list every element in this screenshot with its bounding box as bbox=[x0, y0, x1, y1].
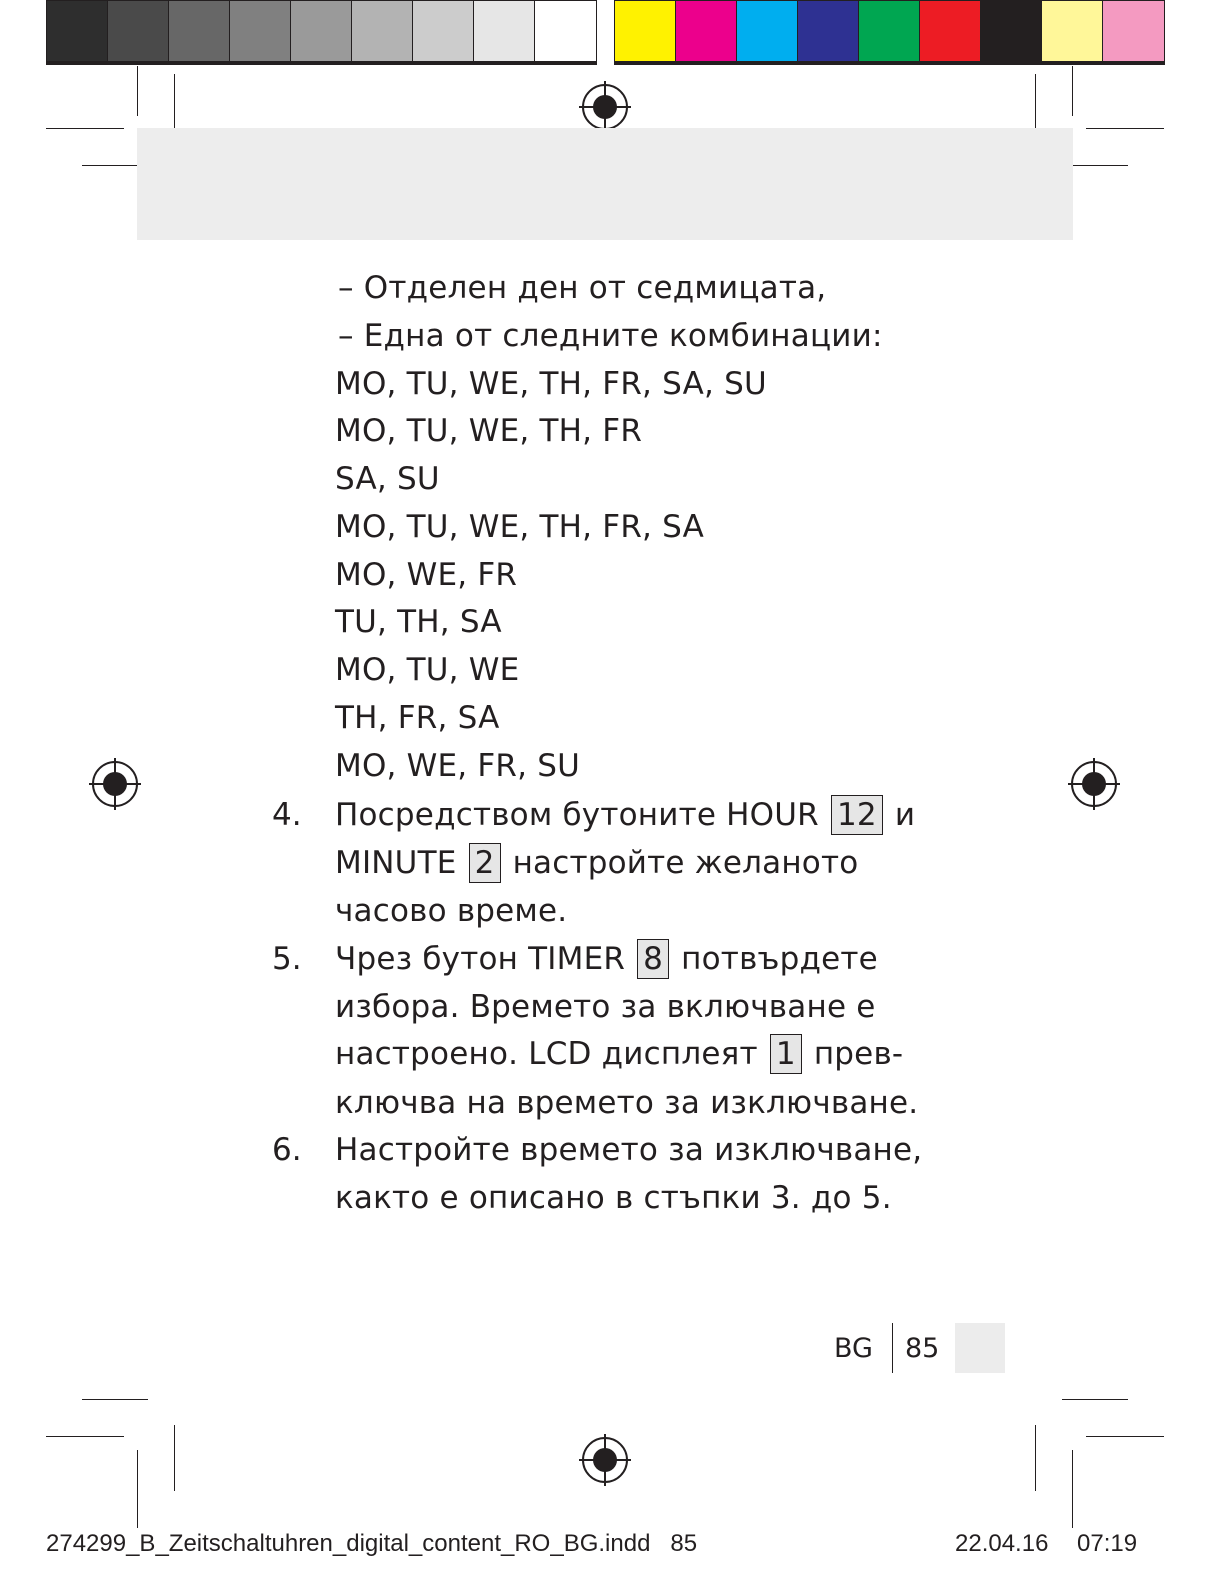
crop-mark bbox=[137, 1450, 138, 1528]
lcd-display-ref: 1 bbox=[770, 1034, 802, 1074]
combination-line: MO, TU, WE bbox=[335, 652, 520, 688]
slug-filename: 274299_B_Zeitschaltuhren_digital_content_RO_BG.indd 85 bbox=[46, 1530, 698, 1557]
slug-date: 22.04.16 bbox=[955, 1530, 1049, 1557]
step-number: 4. bbox=[272, 797, 302, 833]
step-text: Посредством бутоните HOUR bbox=[335, 797, 819, 833]
crop-mark bbox=[1086, 1436, 1164, 1437]
crop-mark bbox=[46, 1436, 124, 1437]
step-4-line bbox=[335, 843, 858, 883]
step-4-line bbox=[335, 795, 915, 835]
combination-line: SA, SU bbox=[335, 461, 440, 497]
step-6-line: както е описано в стъпки 3. до 5. bbox=[335, 1180, 892, 1216]
crop-mark bbox=[174, 1425, 175, 1491]
step-5-line: ключва на времето за изключване. bbox=[335, 1085, 919, 1121]
slug-time: 07:19 bbox=[1077, 1530, 1138, 1557]
step-text: настроено. LCD дисплеят bbox=[335, 1036, 758, 1072]
step-6-line: Настройте времето за изключване, bbox=[335, 1132, 923, 1168]
step-text: прев- bbox=[813, 1036, 904, 1072]
step-5-line bbox=[335, 939, 878, 979]
crop-mark bbox=[82, 1399, 148, 1400]
combination-line: MO, WE, FR, SU bbox=[335, 748, 581, 784]
step-text: Чрез бутон TIMER bbox=[335, 941, 626, 977]
step-5-line: избора. Времето за включване е bbox=[335, 989, 876, 1025]
timer-button-ref: 8 bbox=[637, 939, 669, 979]
step-number: 6. bbox=[272, 1132, 302, 1168]
combination-line: TU, TH, SA bbox=[335, 604, 502, 640]
bullet-item: – Една от следните комбинации: bbox=[338, 318, 883, 354]
step-number: 5. bbox=[272, 941, 302, 977]
combination-line: MO, TU, WE, TH, FR, SA bbox=[335, 509, 705, 545]
bullet-item: – Отделен ден от седмицата, bbox=[338, 270, 827, 306]
combination-line: TH, FR, SA bbox=[335, 700, 500, 736]
hour-button-ref: 12 bbox=[831, 795, 883, 835]
minute-button-ref: 2 bbox=[469, 843, 501, 883]
language-label: BG bbox=[834, 1333, 873, 1364]
crop-mark bbox=[1062, 1399, 1128, 1400]
page-tab bbox=[955, 1323, 1005, 1373]
combination-line: MO, TU, WE, TH, FR, SA, SU bbox=[335, 366, 767, 402]
footer-divider bbox=[892, 1323, 893, 1373]
crop-mark bbox=[1072, 1450, 1073, 1528]
page-number: 85 bbox=[905, 1333, 940, 1364]
step-text: и bbox=[894, 797, 916, 833]
step-text: настройте желаното bbox=[512, 845, 859, 881]
step-text: MINUTE bbox=[335, 845, 457, 881]
bullet-text: Една от следните комбинации: bbox=[363, 318, 883, 354]
combination-line: MO, TU, WE, TH, FR bbox=[335, 413, 643, 449]
bullet-text: Отделен ден от седмицата, bbox=[363, 270, 827, 306]
step-5-line bbox=[335, 1034, 903, 1074]
crop-mark bbox=[1035, 1425, 1036, 1491]
combination-line: MO, WE, FR bbox=[335, 557, 518, 593]
step-4-line: часово време. bbox=[335, 893, 568, 929]
step-text: потвърдете bbox=[681, 941, 878, 977]
